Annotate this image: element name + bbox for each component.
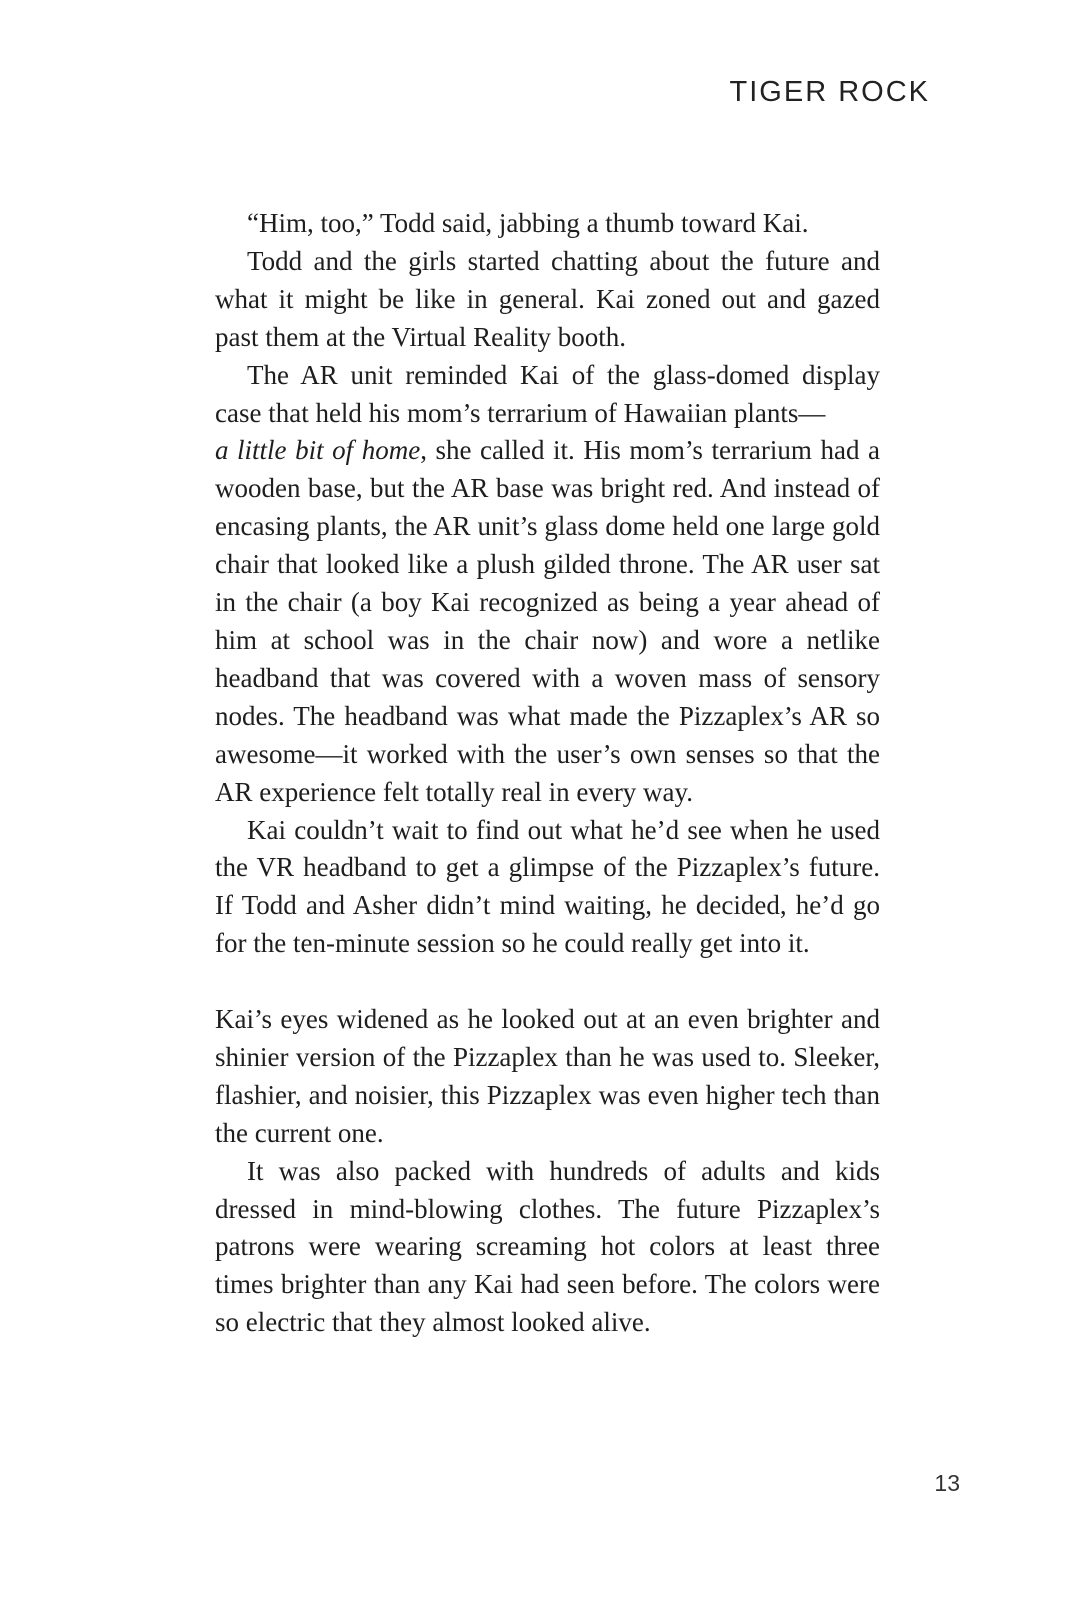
paragraph: It was also packed with hundreds of adults and kids dressed in mind-blowing clothes. The future Pizzaplex’s patrons were wearing screaming hot colors at least three times brighter than any Kai had seen before. The colors were so electric that they almost looked alive. (215, 1155, 880, 1338)
paragraph: Kai’s eyes widened as he looked out at an even brighter and shinier version of the Pizzaplex than he was used to. Sleeker, flashier, and noisier, this Pizzaplex was even higher tech than the current one. (215, 1004, 880, 1148)
paragraph (215, 357, 880, 812)
paragraph: Kai couldn’t wait to find out what he’d see when he used the VR headband to get a glimpse of the Pizzaplex’s future. If Todd and Asher didn’t mind waiting, he decided, he’d go for the ten-minute session so he could really get into it. (215, 814, 880, 959)
italic-phrase: a little bit of home (215, 435, 421, 466)
running-head-title: TIGER ROCK (729, 76, 930, 108)
paragraph-text: The AR unit reminded Kai of the glass-domed display case that held his mom’s terrarium of Hawaiian plants— (215, 359, 880, 428)
body-text (215, 205, 880, 1342)
paragraph: “Him, too,” Todd said, jabbing a thumb toward Kai. (247, 208, 809, 238)
paragraph-text: , she called it. His mom’s terrarium had a wooden base, but the AR base was bright red. And instead of encasing plants, the AR unit’s glass dome held one large gold chair that looked like a plush gilded throne. The AR user sat in the chair (a boy Kai recognized as being a year ahead of him at school was in the chair now) and wore a netlike headband that was covered with a woven mass of sensory nodes. The headband was what made the Pizzaplex’s AR so awesome—it worked with the user’s own senses so that the AR experience felt totally real in every way. (215, 435, 880, 807)
page-number: 13 (934, 1470, 960, 1496)
paragraph: Todd and the girls started chatting about the future and what it might be like in general. Kai zoned out and gazed past them at the Virtual Reality booth. (215, 245, 880, 352)
